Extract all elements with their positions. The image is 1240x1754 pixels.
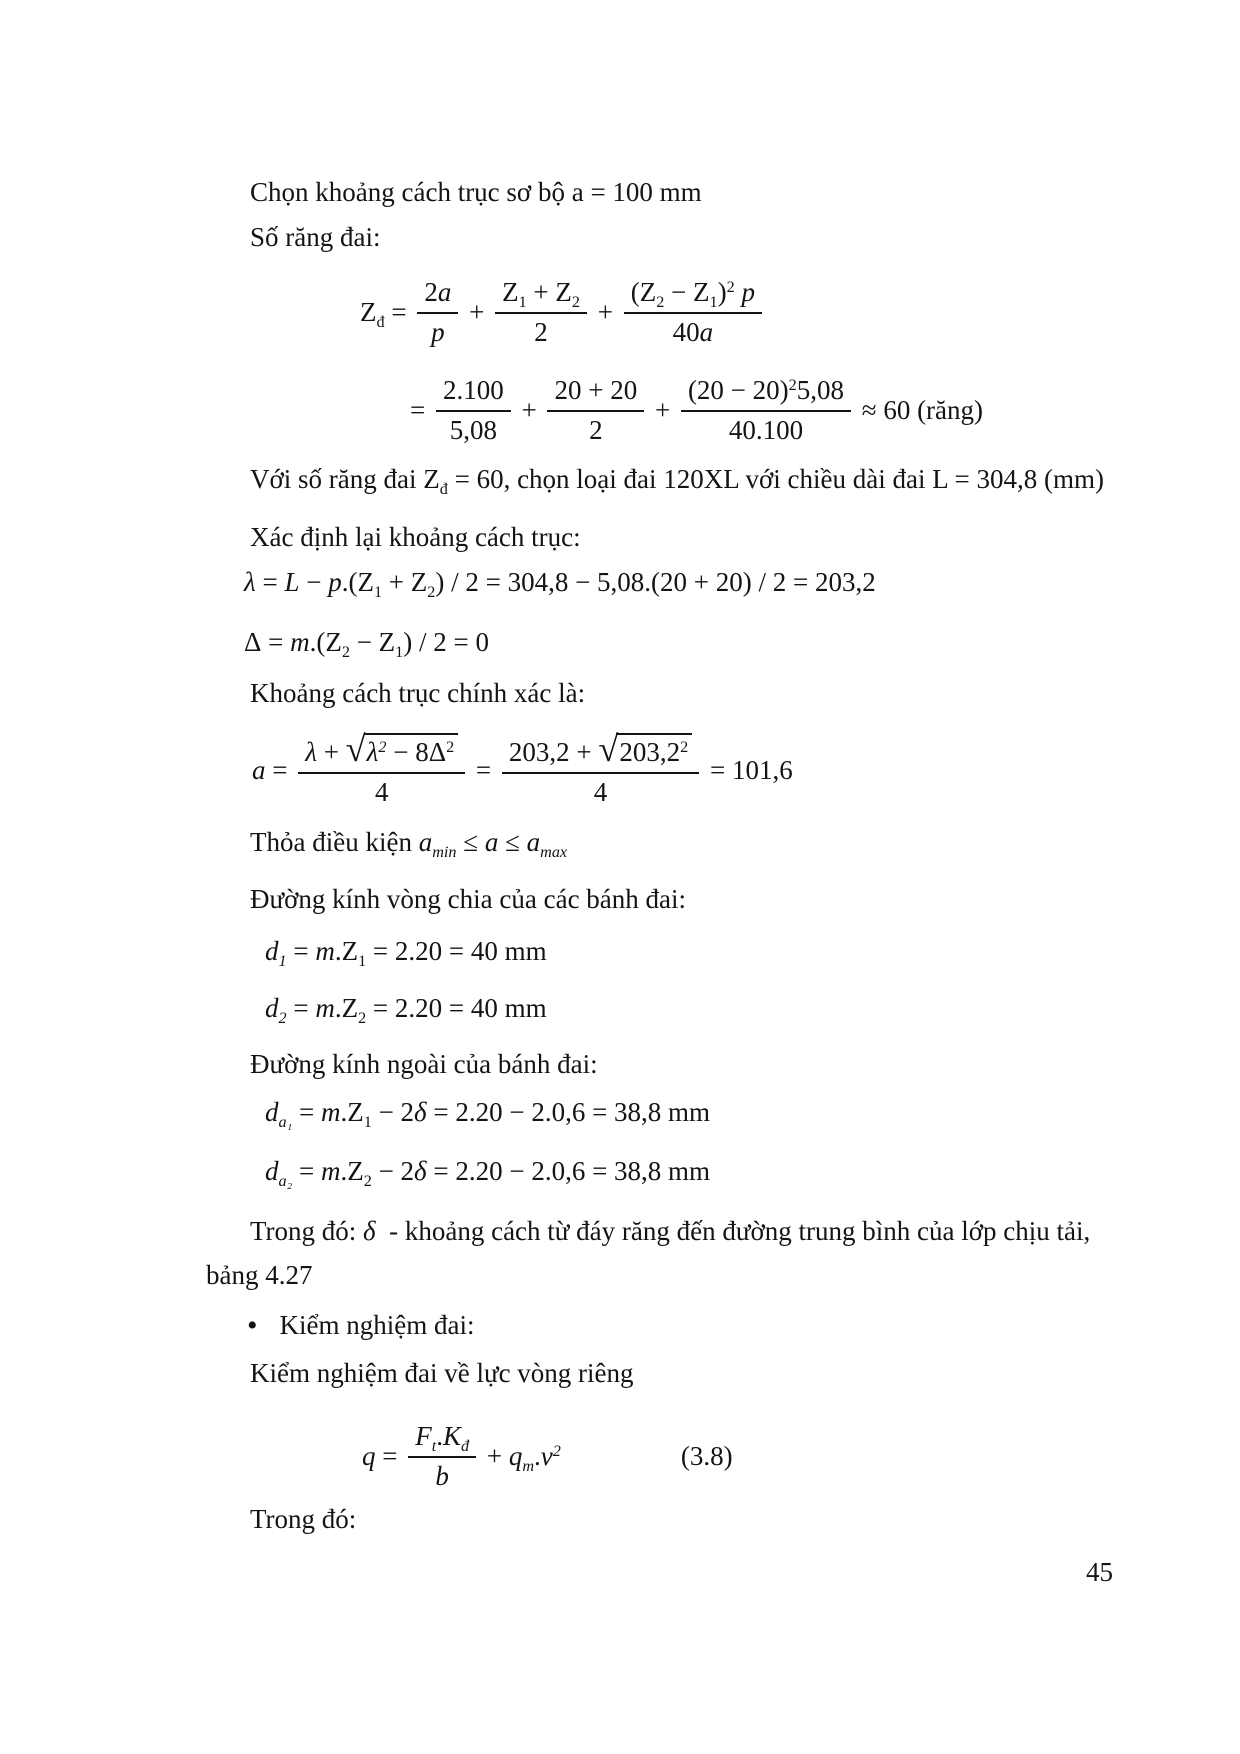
paragraph-duong-kinh-ngoai: Đường kính ngoài của bánh đai: <box>250 1049 598 1079</box>
math-token: = <box>286 993 316 1023</box>
fraction-denominator <box>368 774 396 810</box>
math-token: b <box>435 1460 449 1491</box>
radicand <box>364 733 458 768</box>
radical-sign-icon: √ <box>345 729 366 769</box>
fraction-denominator <box>527 314 555 350</box>
fraction-numerator <box>417 276 458 314</box>
math-token: = <box>384 296 414 327</box>
fraction <box>408 1420 476 1494</box>
math-token: Với số răng đai <box>250 464 424 494</box>
math-token: $d_{a_1}$ <box>265 1097 293 1132</box>
paragraph-duong-kinh-vong-chia: Đường kính vòng chia của các bánh đai: <box>250 884 687 914</box>
paragraph-kiem-nghiem-luc-vong: Kiểm nghiệm đai về lực vòng riêng <box>250 1358 634 1388</box>
fraction-denominator <box>722 412 810 448</box>
math-token: 40.100 <box>728 414 804 445</box>
bullet-icon: • <box>247 1308 258 1342</box>
fraction-denominator <box>428 1458 456 1494</box>
math-token: δ <box>414 1156 427 1186</box>
math-token: = 60, chọn loại đai 120XL với chiều dài đai L = 304,8 (mm) <box>447 464 1104 494</box>
fraction-denominator <box>582 412 610 448</box>
math-token: = 2.20 − 2.0,6 = 38,8 mm <box>426 1097 711 1127</box>
math-token: $F_t$ <box>415 1421 437 1456</box>
math-token: ≤ <box>456 827 485 857</box>
math-token: 203,2$^2$ <box>619 737 689 767</box>
math-token: $a_{min}$ <box>418 827 457 862</box>
fraction-numerator <box>298 729 465 774</box>
math-token: − $8\Delta^2$ <box>386 737 455 767</box>
fraction <box>436 374 511 448</box>
math-token: )$^2$ <box>717 277 735 307</box>
math-token: + <box>648 394 677 425</box>
math-token: = <box>286 936 316 966</box>
math-token: 2 <box>424 277 438 307</box>
fraction-numerator <box>495 276 587 314</box>
math-token: p <box>431 316 445 347</box>
math-token: $.Z_1$ <box>334 936 367 971</box>
math-token: 4 <box>593 776 608 807</box>
math-token: $Z_2$ <box>410 567 436 602</box>
bullet-label: Kiểm nghiệm đai: <box>279 1310 475 1340</box>
math-token: 2.100 <box>442 375 504 405</box>
math-token: + <box>526 277 556 307</box>
math-token: q <box>362 1440 376 1471</box>
equation-d1 <box>265 935 547 969</box>
math-token: = <box>292 1097 321 1127</box>
math-token: $d_2$ <box>265 993 287 1028</box>
math-token: $.(Z_1$ <box>341 567 383 602</box>
math-token: $a_{max}$ <box>526 827 568 862</box>
math-token: m <box>320 1156 341 1186</box>
math-token: $.(Z_2$ <box>309 627 350 662</box>
paragraph-chon-khoang-cach-truc: Chọn khoảng cách trục sơ bộ a = 100 mm <box>250 177 702 207</box>
math-token: + <box>590 296 620 327</box>
math-token: = <box>292 1156 321 1186</box>
math-token: − 2 <box>371 1156 415 1186</box>
math-token: + <box>382 567 411 597</box>
math-token: = 101,6 <box>703 755 793 786</box>
math-token: − <box>349 627 379 657</box>
math-token: 203,2 + <box>508 737 599 767</box>
math-token: 5,08 <box>796 375 844 405</box>
fraction <box>417 276 458 350</box>
paragraph-trong-do-delta <box>250 1215 1090 1249</box>
math-token: ($Z_2$ <box>630 277 665 312</box>
math-token: − <box>664 277 694 307</box>
math-token: 5,08 <box>449 414 497 445</box>
math-token: L <box>284 567 300 597</box>
math-token: m <box>290 627 310 657</box>
math-token: p <box>734 277 755 307</box>
square-root <box>598 729 692 769</box>
radicand <box>616 733 692 768</box>
math-token: a <box>252 755 266 786</box>
math-token: = <box>375 1440 405 1471</box>
paragraph-bang-427: bảng 4.27 <box>206 1260 313 1290</box>
bullet-item-kiem-nghiem-dai <box>247 1308 474 1344</box>
fraction-denominator <box>587 774 615 810</box>
math-token: 2 <box>534 316 548 347</box>
math-token: ) / 2 = 304,8 − 5,08.(20 + 20) / 2 = 203,2 <box>435 567 876 597</box>
math-token: a <box>484 827 499 857</box>
math-token: Δ <box>244 627 262 657</box>
math-token: $.Z_2$ <box>334 993 367 1028</box>
math-token: = 2.20 = 40 mm <box>366 936 547 966</box>
math-token: = <box>469 755 498 786</box>
equation-khoang-cach-truc-a <box>252 729 793 810</box>
paragraph-khoang-cach-chinh-xac: Khoảng cách trục chính xác là: <box>250 678 586 708</box>
math-token: 40 <box>672 316 700 347</box>
equation-d2 <box>265 992 547 1026</box>
math-token: = 2.20 = 40 mm <box>366 993 547 1023</box>
math-token: ≈ 60 (răng) <box>855 394 984 425</box>
radical-sign-icon: √ <box>598 729 619 769</box>
math-token: − <box>299 567 329 597</box>
paragraph-so-rang-dai: Số răng đai: <box>250 222 381 252</box>
math-token: = <box>261 627 291 657</box>
fraction <box>624 276 762 350</box>
math-token: $Z_1$ <box>693 277 718 312</box>
fraction-numerator <box>547 374 644 412</box>
math-token: $d_1$ <box>265 936 287 971</box>
math-token: 2 <box>589 414 603 445</box>
fraction-denominator <box>443 412 504 448</box>
math-token: p <box>328 567 342 597</box>
math-token: m <box>320 1097 341 1127</box>
math-token: $Z_1$ <box>502 277 527 312</box>
math-token: . <box>436 1421 443 1451</box>
equation-lambda <box>244 566 876 600</box>
math-token: $.Z_1$ <box>340 1097 372 1132</box>
math-token: − 2 <box>371 1097 415 1127</box>
math-token: ) / 2 = 0 <box>403 627 489 657</box>
math-token: + <box>480 1440 509 1471</box>
fraction-numerator <box>408 1420 476 1458</box>
math-token: $K_đ$ <box>442 1421 470 1456</box>
math-token: + <box>462 296 492 327</box>
math-token: $(20 - 20)^2$ <box>687 375 797 405</box>
math-token: + <box>316 737 346 767</box>
math-token: = <box>255 567 285 597</box>
page-number: 45 <box>1086 1557 1113 1587</box>
math-token: $q_m$ <box>508 1440 535 1476</box>
math-token: δ <box>363 1216 376 1246</box>
equation-delta <box>244 626 489 660</box>
math-token: Thỏa điều kiện <box>250 827 419 857</box>
math-token: + <box>514 394 544 425</box>
fraction-numerator <box>436 374 511 412</box>
math-token: λ <box>305 737 317 767</box>
math-token: (3.8) <box>680 1440 733 1471</box>
math-token: = <box>410 394 432 425</box>
math-token: . <box>534 1440 541 1471</box>
math-token: 4 <box>374 776 389 807</box>
equation-da1 <box>265 1096 710 1130</box>
fraction <box>547 374 644 448</box>
paragraph-trong-do: Trong đó: <box>250 1504 357 1534</box>
math-token: = <box>265 755 295 786</box>
paragraph-voi-so-rang-dai <box>250 463 1104 497</box>
math-token: $v^2$ <box>540 1440 561 1471</box>
math-token: a <box>437 277 452 307</box>
equation-da2 <box>265 1155 710 1189</box>
math-token: $Z_2$ <box>555 277 580 312</box>
equation-so-rang-dai <box>360 276 766 350</box>
fraction-numerator <box>624 276 762 314</box>
math-token: m <box>315 936 335 966</box>
fraction <box>502 729 699 810</box>
math-token: ≤ <box>498 827 527 857</box>
square-root <box>345 729 458 769</box>
equation-q-3-8 <box>362 1420 733 1494</box>
fraction <box>298 729 465 810</box>
math-token: 20 + 20 <box>554 375 638 405</box>
math-token: - khoảng cách từ đáy răng đến đường trung bình của lớp chịu tải, <box>375 1216 1091 1246</box>
fraction-denominator <box>666 314 721 350</box>
fraction-numerator <box>502 729 699 774</box>
paragraph-xac-dinh-lai: Xác định lại khoảng cách trục: <box>250 522 581 552</box>
math-token: λ <box>244 567 256 597</box>
math-token: $Z_1$ <box>378 627 404 662</box>
math-token: $Z_đ$ <box>360 296 385 332</box>
math-token: $\lambda^2$ <box>366 737 387 767</box>
math-token: $Z_đ$ <box>423 464 448 499</box>
math-token: Trong đó: <box>250 1216 364 1246</box>
paragraph-thoa-dieu-kien <box>250 826 567 860</box>
fraction-denominator <box>424 314 452 350</box>
math-token: δ <box>414 1097 427 1127</box>
fraction <box>681 374 851 448</box>
math-token: $.Z_2$ <box>340 1156 372 1191</box>
math-token: a <box>699 316 714 347</box>
math-token: m <box>315 993 335 1023</box>
math-token: $d_{a_2}$ <box>265 1156 293 1191</box>
equation-so-rang-dai-gia-tri <box>410 374 983 448</box>
math-token: = 2.20 − 2.0,6 = 38,8 mm <box>426 1156 711 1186</box>
fraction-numerator <box>681 374 851 412</box>
fraction <box>495 276 587 350</box>
